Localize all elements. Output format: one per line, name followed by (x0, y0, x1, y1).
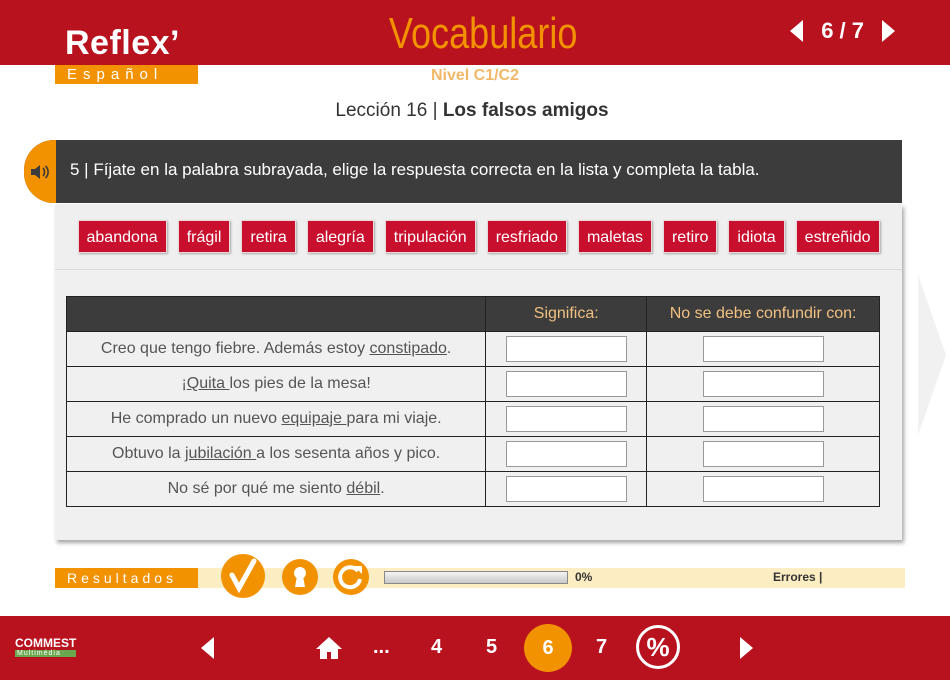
exercise-counter: 6 / 7 (821, 18, 864, 43)
errors-label: Errores | (773, 570, 823, 584)
word-chip[interactable]: frágil (178, 220, 231, 253)
word-chip[interactable]: estreñido (796, 220, 880, 253)
significa-input[interactable] (506, 441, 627, 467)
sentence-after: . (446, 340, 452, 357)
no-confundir-input[interactable] (703, 406, 824, 432)
footer-page-4[interactable]: 4 (431, 636, 443, 658)
underlined-word: Quita (186, 375, 230, 392)
sentence-cell (67, 367, 486, 402)
word-bank (55, 204, 902, 270)
home-icon (315, 636, 343, 660)
footer-page-6-active[interactable]: 6 (524, 624, 572, 672)
footer-next-icon[interactable] (740, 637, 753, 659)
significa-cell (486, 332, 647, 367)
score-button[interactable] (636, 625, 680, 669)
results-bar (55, 568, 905, 588)
reload-icon (333, 559, 369, 595)
word-chip[interactable]: retira (241, 220, 295, 253)
sentence-before: He comprado un nuevo (110, 410, 282, 427)
reset-button[interactable] (333, 559, 369, 595)
lesson-prefix: Lección 16 | (335, 100, 443, 121)
footer-page-ellipsis[interactable]: ... (373, 636, 390, 658)
footer-previous-icon[interactable] (201, 637, 214, 659)
exercise-panel (55, 204, 902, 540)
word-chip[interactable]: maletas (578, 220, 652, 253)
sentence-before: Obtuvo la (112, 445, 185, 462)
no-confundir-input[interactable] (703, 476, 824, 502)
underlined-word: equipaje (281, 410, 347, 427)
check-button[interactable] (221, 554, 265, 598)
home-button[interactable] (315, 636, 343, 665)
no-confundir-cell (647, 437, 880, 472)
level-label: Nivel C1/C2 (430, 67, 520, 84)
checkmark-icon (221, 554, 265, 598)
lesson-title (0, 100, 944, 122)
results-label: Resultados (55, 568, 198, 588)
commest-brand: COMMEST (15, 636, 77, 650)
footer-bar (0, 616, 950, 680)
significa-cell (486, 367, 647, 402)
significa-input[interactable] (506, 371, 627, 397)
speaker-icon (29, 162, 51, 182)
progress-percent: 0% (575, 570, 593, 584)
previous-exercise-icon[interactable] (790, 20, 803, 42)
no-confundir-cell (647, 367, 880, 402)
table-row (67, 332, 880, 367)
underlined-word: jubilación (184, 445, 257, 462)
no-confundir-input[interactable] (703, 441, 824, 467)
no-confundir-cell (647, 402, 880, 437)
significa-input[interactable] (506, 336, 627, 362)
logo-subtitle: Español (55, 65, 198, 84)
exercise-pager (790, 18, 895, 44)
underlined-word: débil (346, 480, 381, 497)
sentence-cell (67, 472, 486, 507)
progress-bar (384, 571, 568, 584)
underlined-word: constipado (369, 340, 447, 357)
word-chip[interactable]: alegría (307, 220, 374, 253)
table-row (67, 437, 880, 472)
hint-button[interactable] (282, 559, 318, 595)
logo-title: Reflex’ (65, 24, 180, 62)
sentence-cell (67, 332, 486, 367)
word-chip[interactable]: resfriado (487, 220, 567, 253)
instruction-bar (24, 140, 902, 203)
next-page-arrow[interactable] (918, 275, 946, 435)
no-confundir-cell (647, 332, 880, 367)
significa-cell (486, 402, 647, 437)
sentence-cell (67, 402, 486, 437)
answer-table (66, 296, 880, 507)
table-header-row (67, 297, 880, 332)
sentence-after: . (380, 480, 385, 497)
commest-sub: Multimédia (15, 650, 76, 657)
sentence-after: a los sesenta años y pico. (256, 445, 441, 462)
no-confundir-input[interactable] (703, 371, 824, 397)
app-title: Vocabulario (388, 9, 578, 58)
reflex-logo (55, 24, 200, 83)
header-no-confundir: No se debe confundir con: (647, 297, 880, 332)
sentence-before: Creo que tengo fiebre. Además estoy (100, 340, 370, 357)
audio-button[interactable] (24, 140, 56, 203)
word-chip[interactable]: idiota (728, 220, 784, 253)
next-exercise-icon[interactable] (882, 20, 895, 42)
significa-input[interactable] (506, 476, 627, 502)
word-chip[interactable]: abandona (78, 220, 167, 253)
significa-input[interactable] (506, 406, 627, 432)
footer-page-7[interactable]: 7 (596, 636, 608, 658)
keyhole-icon (282, 559, 318, 595)
header-sentence (67, 297, 486, 332)
footer-page-5[interactable]: 5 (486, 636, 498, 658)
sentence-before: ¡ (181, 375, 187, 392)
table-row (67, 402, 880, 437)
no-confundir-input[interactable] (703, 336, 824, 362)
no-confundir-cell (647, 472, 880, 507)
word-chip[interactable]: tripulación (385, 220, 476, 253)
sentence-after: para mi viaje. (346, 410, 442, 427)
significa-cell (486, 472, 647, 507)
header-significa: Significa: (486, 297, 647, 332)
word-chip[interactable]: retiro (663, 220, 717, 253)
lesson-name: Los falsos amigos (442, 100, 609, 121)
sentence-before: No sé por qué me siento (167, 480, 347, 497)
sentence-cell (67, 437, 486, 472)
commest-logo (15, 636, 76, 657)
percent-icon: % (646, 632, 670, 662)
instruction-text: 5 | Fíjate en la palabra subrayada, elige la respuesta correcta en la lista y completa la tabla. (70, 160, 760, 179)
table-row (67, 472, 880, 507)
table-row (67, 367, 880, 402)
sentence-after: los pies de la mesa! (229, 375, 371, 392)
significa-cell (486, 437, 647, 472)
